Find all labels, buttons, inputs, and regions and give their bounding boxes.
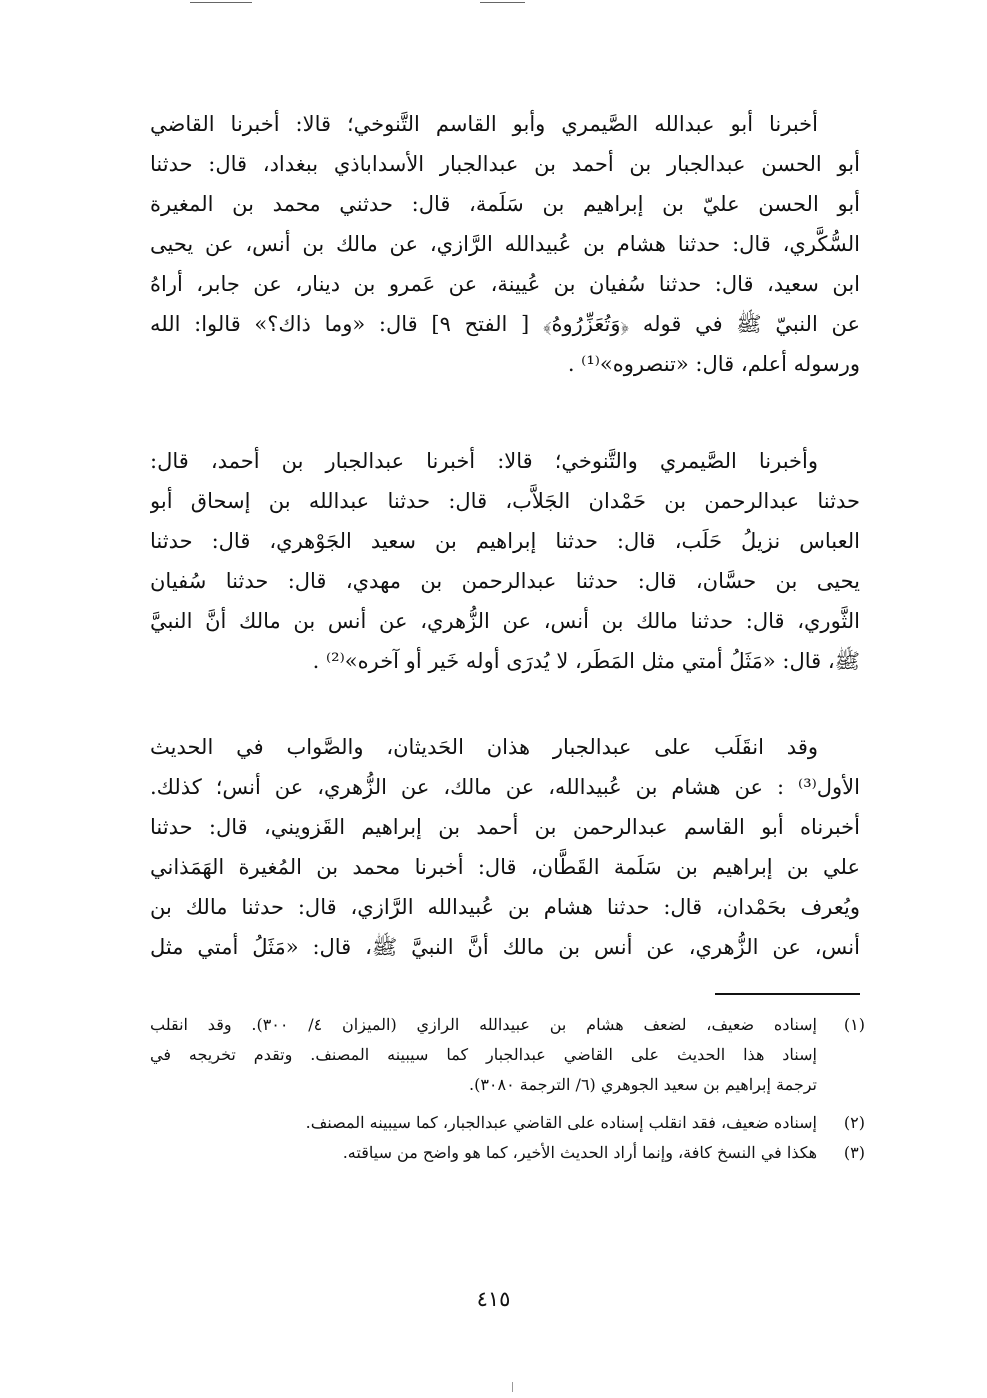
paragraph-line: أبو الحسن عبدالجبار بن أحمد بن عبدالجبار الأسداباذي ببغداد، قال: حدثنا — [150, 152, 860, 176]
paragraph-line: ورسوله أعلم، قال: «تنصروه»⁽¹⁾ . — [567, 352, 860, 376]
paragraph-line: العباس نزيلُ حَلَب، قال: حدثنا إبراهيم بن سعيد الجَوْهري، قال: حدثنا — [150, 529, 860, 553]
footnote-number: (٢) — [843, 1113, 865, 1132]
footnote-2 — [150, 1108, 865, 1138]
footnote-line: إسناده ضعيف، فقد انقلب إسناده على القاضي عبدالجبار، كما سيبينه المصنف. — [305, 1113, 817, 1132]
paragraph-3 — [150, 727, 860, 967]
footnote-separator — [715, 993, 860, 995]
scan-mark-top-center — [480, 2, 525, 3]
paragraph-line: ﷺ، قال: «مَثَلُ أمتي مثل المَطَر، لا يُدرَى أوله خَير أو آخره»⁽²⁾ . — [312, 649, 860, 673]
paragraph-line: السُّكَّري، قال: حدثنا هشام بن عُبيدالله الرَّازي، عن مالك بن أنس، عن يحيى — [150, 232, 860, 256]
paragraph-line: أنس، عن الزُّهري، عن أنس بن مالك أنَّ النبيَّ ﷺ، قال: «مَثَلُ أمتي مثل — [150, 935, 860, 959]
footnote-number: (٣) — [843, 1143, 865, 1162]
footnotes — [150, 1010, 865, 1168]
paragraph-line: عن النبيّ ﷺ في قوله ﴿وَتُعَزِّرُوهُ﴾ [ الفتح ٩] قال: «وما ذاك؟» قالوا: الله — [150, 312, 860, 336]
footnote-line: ترجمة إبراهيم بن سعيد الجوهري (٦/ الترجمة ٣٠٨٠). — [468, 1075, 817, 1094]
paragraph-line: أخبرنا أبو عبدالله الصَّيمري وأبو القاسم التَّنوخي؛ قالا: أخبرنا القاضي — [150, 112, 818, 136]
paragraph-line: الأول⁽³⁾ : عن هشام بن عُبيدالله، عن مالك، عن الزُّهري، عن أنس؛ كذلك. — [150, 775, 860, 799]
paragraph-line: ابن سعيد، قال: حدثنا سُفيان بن عُيينة، عن عَمرو بن دينار، عن جابر، أراهُ — [150, 272, 860, 296]
paragraph-line: ويُعرف بحَمْدان، قال: حدثنا هشام بن عُبيدالله الرَّازي، قال: حدثنا مالك بن — [150, 895, 860, 919]
paragraph-1 — [150, 104, 860, 384]
footnote-line: إسناد هذا الحديث على القاضي عبدالجبار كما سيبينه المصنف. وتقدم تخريجه في — [150, 1045, 817, 1064]
footnote-1-cont — [150, 1040, 865, 1070]
paragraph-line: الثَّوري، قال: حدثنا مالك بن أنس، عن الزُّهري، عن أنس بن مالك أنَّ النبيَّ — [150, 609, 860, 633]
paragraph-line: أخبرناه أبو القاسم عبدالرحمن بن أحمد بن إبراهيم القَزويني، قال: حدثنا — [150, 815, 860, 839]
footnote-1 — [150, 1010, 865, 1040]
scan-mark-top-left — [190, 2, 252, 3]
footnote-3 — [150, 1138, 865, 1168]
paragraph-line: وأخبرنا الصَّيمري والتَّنوخي؛ قالا: أخبرنا عبدالجبار بن أحمد، قال: — [150, 449, 818, 473]
footnote-line: هكذا في النسخ كافة، وإنما أراد الحديث الأخير، كما هو واضح من سياقته. — [342, 1143, 817, 1162]
paragraph-line: يحيى بن حسَّان، قال: حدثنا عبدالرحمن بن مهدي، قال: حدثنا سُفيان — [150, 569, 860, 593]
footnote-number: (١) — [843, 1015, 865, 1034]
paragraph-line: علي بن إبراهيم بن سَلَمة القَطَّان، قال: أخبرنا محمد بن المُغيرة الهَمَذاني — [150, 855, 860, 879]
paragraph-line: أبو الحسن عليّ بن إبراهيم بن سَلَمة، قال: حدثني محمد بن المغيرة — [150, 192, 860, 216]
paragraph-line: وقد انقَلَب على عبدالجبار هذان الحَديثان، والصَّواب في الحديث — [150, 735, 818, 759]
paragraph-line: حدثنا عبدالرحمن بن حَمْدان الجَلاَّب، قال: حدثنا عبدالله بن إسحاق أبو — [150, 489, 860, 513]
scan-mark-bottom — [512, 1382, 513, 1392]
footnote-1-cont — [150, 1070, 865, 1100]
paragraph-2 — [150, 441, 860, 681]
footnote-line: إسناده ضعيف، لضعف هشام بن عبيدالله الرازي (الميزان ٤/ ٣٠٠). وقد انقلب — [150, 1015, 817, 1034]
page-number: ٤١٥ — [476, 1287, 511, 1311]
